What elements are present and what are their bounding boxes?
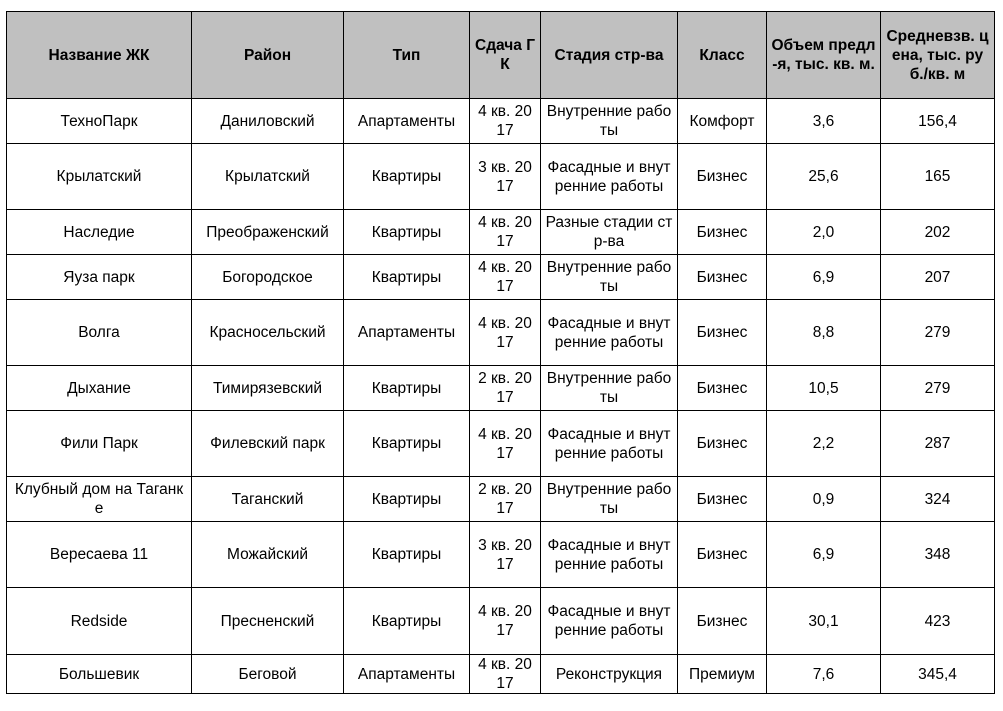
header-stage: Стадия стр-ва xyxy=(541,12,678,99)
cell-type: Квартиры xyxy=(344,411,470,477)
cell-name: Волга xyxy=(7,300,192,366)
cell-class: Бизнес xyxy=(678,522,767,588)
cell-volume: 0,9 xyxy=(767,477,881,522)
cell-volume: 10,5 xyxy=(767,366,881,411)
cell-class: Бизнес xyxy=(678,477,767,522)
cell-volume: 6,9 xyxy=(767,522,881,588)
cell-delivery: 2 кв. 2017 xyxy=(470,477,541,522)
cell-class: Бизнес xyxy=(678,366,767,411)
cell-district: Таганский xyxy=(192,477,344,522)
table-row xyxy=(7,477,995,522)
cell-price: 423 xyxy=(881,588,995,655)
cell-class: Бизнес xyxy=(678,411,767,477)
cell-price: 207 xyxy=(881,255,995,300)
cell-delivery: 4 кв. 2017 xyxy=(470,99,541,144)
cell-district: Пресненский xyxy=(192,588,344,655)
cell-stage: Фасадные и внутренние работы xyxy=(541,411,678,477)
table-row xyxy=(7,99,995,144)
cell-name: ТехноПарк xyxy=(7,99,192,144)
cell-stage: Реконструкция xyxy=(541,655,678,694)
cell-stage: Внутренние работы xyxy=(541,477,678,522)
cell-name: Яуза парк xyxy=(7,255,192,300)
header-row xyxy=(7,12,995,99)
cell-stage: Внутренние работы xyxy=(541,366,678,411)
cell-delivery: 4 кв. 2017 xyxy=(470,655,541,694)
cell-delivery: 4 кв. 2017 xyxy=(470,411,541,477)
cell-stage: Фасадные и внутренние работы xyxy=(541,522,678,588)
header-class: Класс xyxy=(678,12,767,99)
cell-class: Бизнес xyxy=(678,588,767,655)
cell-district: Филевский парк xyxy=(192,411,344,477)
cell-stage: Внутренние работы xyxy=(541,99,678,144)
header-type: Тип xyxy=(344,12,470,99)
cell-class: Бизнес xyxy=(678,300,767,366)
table-row xyxy=(7,366,995,411)
cell-name: Вересаева 11 xyxy=(7,522,192,588)
cell-type: Квартиры xyxy=(344,522,470,588)
cell-class: Бизнес xyxy=(678,210,767,255)
cell-volume: 2,0 xyxy=(767,210,881,255)
cell-type: Квартиры xyxy=(344,477,470,522)
cell-district: Крылатский xyxy=(192,144,344,210)
residential-complex-table xyxy=(6,11,995,694)
cell-volume: 8,8 xyxy=(767,300,881,366)
cell-district: Богородское xyxy=(192,255,344,300)
cell-type: Квартиры xyxy=(344,210,470,255)
cell-class: Бизнес xyxy=(678,255,767,300)
cell-volume: 30,1 xyxy=(767,588,881,655)
cell-type: Квартиры xyxy=(344,144,470,210)
cell-type: Апартаменты xyxy=(344,99,470,144)
cell-name: Крылатский xyxy=(7,144,192,210)
cell-name: Наследие xyxy=(7,210,192,255)
cell-volume: 2,2 xyxy=(767,411,881,477)
cell-district: Красносельский xyxy=(192,300,344,366)
cell-district: Можайский xyxy=(192,522,344,588)
cell-district: Преображенский xyxy=(192,210,344,255)
table-row xyxy=(7,588,995,655)
cell-price: 287 xyxy=(881,411,995,477)
table-row xyxy=(7,655,995,694)
cell-type: Апартаменты xyxy=(344,655,470,694)
cell-price: 202 xyxy=(881,210,995,255)
cell-stage: Разные стадии стр-ва xyxy=(541,210,678,255)
cell-class: Премиум xyxy=(678,655,767,694)
cell-price: 279 xyxy=(881,300,995,366)
header-delivery: Сдача ГК xyxy=(470,12,541,99)
header-price: Средневзв. цена, тыс. руб./кв. м xyxy=(881,12,995,99)
cell-type: Квартиры xyxy=(344,366,470,411)
cell-delivery: 4 кв. 2017 xyxy=(470,255,541,300)
cell-price: 165 xyxy=(881,144,995,210)
cell-delivery: 4 кв. 2017 xyxy=(470,210,541,255)
cell-class: Комфорт xyxy=(678,99,767,144)
table-row xyxy=(7,300,995,366)
cell-stage: Фасадные и внутренние работы xyxy=(541,300,678,366)
cell-volume: 7,6 xyxy=(767,655,881,694)
cell-price: 156,4 xyxy=(881,99,995,144)
cell-type: Квартиры xyxy=(344,588,470,655)
cell-class: Бизнес xyxy=(678,144,767,210)
cell-name: Дыхание xyxy=(7,366,192,411)
header-name: Название ЖК xyxy=(7,12,192,99)
cell-delivery: 3 кв. 2017 xyxy=(470,522,541,588)
cell-delivery: 3 кв. 2017 xyxy=(470,144,541,210)
cell-district: Даниловский xyxy=(192,99,344,144)
cell-price: 348 xyxy=(881,522,995,588)
cell-name: Redside xyxy=(7,588,192,655)
cell-delivery: 4 кв. 2017 xyxy=(470,300,541,366)
cell-price: 279 xyxy=(881,366,995,411)
cell-volume: 6,9 xyxy=(767,255,881,300)
table-row xyxy=(7,144,995,210)
cell-price: 345,4 xyxy=(881,655,995,694)
cell-district: Тимирязевский xyxy=(192,366,344,411)
cell-name: Фили Парк xyxy=(7,411,192,477)
cell-volume: 3,6 xyxy=(767,99,881,144)
table-row xyxy=(7,210,995,255)
table-row xyxy=(7,255,995,300)
cell-name: Большевик xyxy=(7,655,192,694)
cell-delivery: 2 кв. 2017 xyxy=(470,366,541,411)
cell-price: 324 xyxy=(881,477,995,522)
cell-delivery: 4 кв. 2017 xyxy=(470,588,541,655)
cell-stage: Внутренние работы xyxy=(541,255,678,300)
cell-type: Апартаменты xyxy=(344,300,470,366)
cell-type: Квартиры xyxy=(344,255,470,300)
cell-district: Беговой xyxy=(192,655,344,694)
header-district: Район xyxy=(192,12,344,99)
header-volume: Объем предл-я, тыс. кв. м. xyxy=(767,12,881,99)
cell-stage: Фасадные и внутренние работы xyxy=(541,144,678,210)
cell-name: Клубный дом на Таганке xyxy=(7,477,192,522)
table-row xyxy=(7,522,995,588)
cell-stage: Фасадные и внутренние работы xyxy=(541,588,678,655)
table-row xyxy=(7,411,995,477)
cell-volume: 25,6 xyxy=(767,144,881,210)
